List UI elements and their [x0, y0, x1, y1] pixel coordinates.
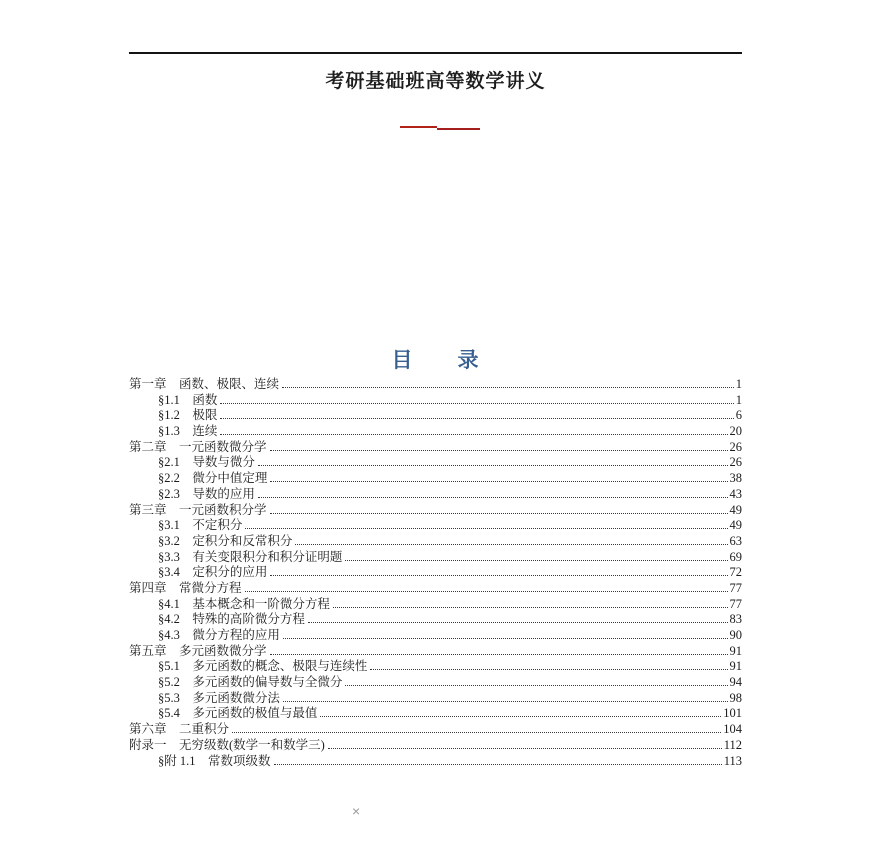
toc-leader-dots [270, 575, 727, 576]
toc-entry-page-number: 91 [729, 659, 742, 674]
document-title: 考研基础班高等数学讲义 [325, 71, 546, 92]
toc-entry-page-number: 26 [729, 439, 742, 454]
toc-entry-label: §5.3 多元函数微分法 [158, 690, 280, 705]
toc-entry[interactable] [129, 408, 742, 424]
toc-leader-dots [283, 701, 728, 702]
toc-leader-dots [282, 387, 734, 388]
toc-heading: 目 录 [391, 348, 480, 372]
document-content [129, 0, 742, 93]
toc-leader-dots [345, 560, 727, 561]
toc-entry-page-number: 98 [729, 690, 742, 705]
toc-entry-page-number: 90 [729, 628, 742, 642]
toc-entry-page-number: 6 [735, 408, 742, 423]
toc-entry-label: 第三章 一元函数积分学 [129, 502, 267, 517]
toc-entry-page-number: 77 [729, 596, 742, 611]
toc-entry-page-number: 63 [729, 533, 742, 548]
toc-entry-page-number: 113 [723, 753, 742, 768]
toc-leader-dots [274, 764, 722, 765]
toc-entry-page-number: 38 [729, 471, 742, 486]
toc-leader-dots [220, 403, 733, 404]
toc-entry-page-number: 94 [729, 675, 742, 690]
toc-entry-page-number: 26 [729, 455, 742, 470]
toc-entry-label: §4.2 特殊的高阶微分方程 [158, 612, 305, 627]
toc-entry-label: §3.3 有关变限积分和积分证明题 [158, 549, 343, 564]
toc-entry[interactable] [129, 581, 742, 597]
toc-entry-page-number: 83 [729, 612, 742, 627]
toc-entry-page-number: 112 [723, 737, 742, 752]
toc-entry-label: §1.2 极限 [158, 408, 218, 423]
toc-entry[interactable] [129, 691, 742, 707]
toc-leader-dots [258, 465, 728, 466]
toc-entry-label: §2.3 导数的应用 [158, 486, 255, 501]
toc-entry[interactable] [129, 534, 742, 550]
toc-entry[interactable] [129, 455, 742, 471]
toc-entry-label: §1.3 连续 [158, 424, 218, 439]
toc-leader-dots [270, 654, 728, 655]
toc-leader-dots [295, 544, 727, 545]
toc-leader-dots [345, 685, 727, 686]
toc-entry[interactable] [129, 393, 742, 409]
toc-entry-page-number: 20 [729, 424, 742, 439]
toc-entry-page-number: 43 [729, 486, 742, 501]
toc-entry-label: §附 1.1 常数项级数 [158, 753, 271, 768]
toc-entry-label: §4.1 基本概念和一阶微分方程 [158, 596, 330, 611]
toc-entry[interactable] [129, 738, 742, 754]
red-underline-mark-2 [437, 128, 480, 130]
toc-entry-label: 第六章 二重积分 [129, 722, 230, 737]
toc-entry[interactable] [129, 550, 742, 566]
toc-entry-page-number: 91 [729, 643, 742, 658]
toc-leader-dots [232, 732, 721, 733]
toc-entry-label: §4.3 微分方程的应用 [158, 628, 280, 642]
toc-leader-dots [220, 418, 733, 419]
toc-leader-dots [328, 748, 722, 749]
toc-leader-dots [245, 528, 727, 529]
toc-list [129, 377, 742, 769]
toc-entry[interactable] [129, 487, 742, 503]
toc-entry[interactable] [129, 628, 742, 644]
toc-entry[interactable] [129, 706, 742, 722]
toc-entry-label: 第五章 多元函数微分学 [129, 643, 267, 658]
toc-entry-label: §1.1 函数 [158, 392, 218, 407]
toc-entry[interactable] [129, 659, 742, 675]
toc-leader-dots [258, 497, 728, 498]
toc-entry-label: 第二章 一元函数微分学 [129, 439, 267, 454]
toc-entry[interactable] [129, 518, 742, 534]
toc-entry[interactable] [129, 675, 742, 691]
toc-entry-label: §5.2 多元函数的偏导数与全微分 [158, 675, 343, 690]
toc-entry[interactable] [129, 440, 742, 456]
toc-leader-dots [245, 591, 728, 592]
toc-leader-dots [333, 607, 728, 608]
toc-entry-page-number: 49 [729, 502, 742, 517]
toc-entry-label: §2.1 导数与微分 [158, 455, 255, 470]
toc-leader-dots [270, 481, 727, 482]
toc-entry-label: 第四章 常微分方程 [129, 580, 242, 595]
toc-entry-label: §3.4 定积分的应用 [158, 565, 268, 580]
toc-entry-label: §5.4 多元函数的极值与最值 [158, 706, 318, 721]
toc-entry[interactable] [129, 597, 742, 613]
toc-entry[interactable] [129, 644, 742, 660]
anchor-cross-mark: × [352, 803, 361, 819]
toc-entry-label: §3.2 定积分和反常积分 [158, 533, 293, 548]
toc-entry[interactable] [129, 722, 742, 738]
toc-entry-page-number: 104 [723, 722, 742, 737]
toc-entry-label: 附录一 无穷级数(数学一和数学三) [129, 737, 325, 752]
toc-entry-label: 第一章 函数、极限、连续 [129, 377, 280, 391]
toc-entry-page-number: 1 [735, 377, 742, 391]
toc-leader-dots [270, 450, 728, 451]
toc-entry-page-number: 77 [729, 580, 742, 595]
toc-leader-dots [283, 638, 728, 639]
toc-entry[interactable] [129, 754, 742, 770]
toc-entry[interactable] [129, 565, 742, 581]
toc-entry-label: §2.2 微分中值定理 [158, 471, 268, 486]
toc-entry[interactable] [129, 377, 742, 393]
toc-entry-page-number: 49 [729, 518, 742, 533]
toc-entry-label: §5.1 多元函数的概念、极限与连续性 [158, 659, 368, 674]
header-rule [129, 52, 742, 54]
toc-entry[interactable] [129, 612, 742, 628]
toc-entry[interactable] [129, 503, 742, 519]
toc-leader-dots [308, 622, 728, 623]
toc-entry-page-number: 101 [723, 706, 742, 721]
toc-leader-dots [220, 434, 727, 435]
toc-entry[interactable] [129, 424, 742, 440]
toc-leader-dots [270, 513, 728, 514]
toc-entry[interactable] [129, 471, 742, 487]
toc-entry-label: §3.1 不定积分 [158, 518, 243, 533]
toc-leader-dots [370, 669, 727, 670]
toc-leader-dots [320, 716, 721, 717]
toc-entry-page-number: 1 [735, 392, 742, 407]
red-underline-mark-1 [400, 126, 437, 128]
toc-entry-page-number: 72 [729, 565, 742, 580]
toc-entry-page-number: 69 [729, 549, 742, 564]
